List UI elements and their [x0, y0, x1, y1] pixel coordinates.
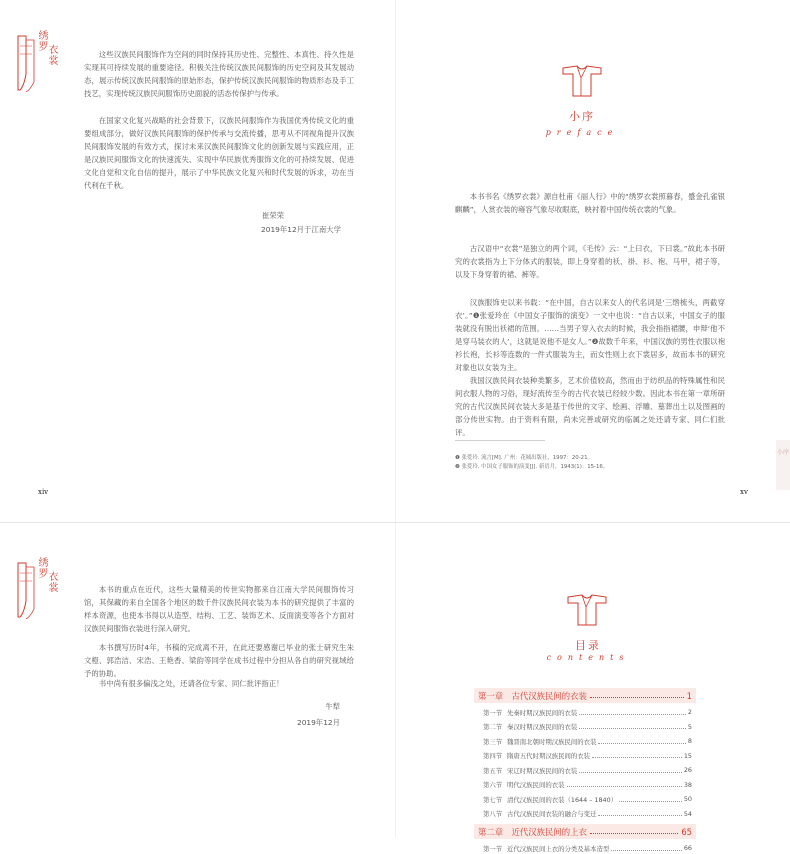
toc-page-number: 54 — [683, 809, 692, 818]
toc-section-entry[interactable] — [483, 842, 692, 854]
preface-author: 牛犁 — [325, 702, 340, 711]
toc-page-number: 15 — [683, 751, 692, 760]
body-paragraph: 我国汉族民间衣装种类繁多，艺术价值较高，然而由于纺织品的特殊属性和民间衣服人物的习俗，现好流传至今的古代衣装已经较少数。因此本书在第一章所研究的古代汉族民间衣装大多是基于传世的文字、绘画、浮雕、墓葬出土以及图画的部分传世实物。由于资料有限，尚未完善或研究的临属之处还请专家、同仁们批评。 — [455, 376, 725, 437]
body-paragraph: 本书撰写历时4年，书稿的完成离不开，在此还要感谢已毕业的张士研究生朱文橙、郭浩洁、宋浩、王艳香、梁韵等同学在成书过程中分担从各自的研究视域给予的协助。 — [84, 643, 354, 678]
toc-page-number: 65 — [681, 826, 692, 837]
toc-leader — [579, 714, 686, 715]
toc-section-title: 近代汉族民间上衣的分类及基本造型 — [507, 844, 610, 853]
toc-section-number: 第七节 — [483, 795, 503, 804]
seal-text: 衣裳 — [46, 571, 57, 593]
toc-leader — [592, 757, 682, 758]
section-heading-en: preface — [545, 128, 619, 137]
body-paragraph: 这些汉族民间服饰作为空间的同时保持其历史性、完整性、本真性、持久性是实现其可持续发展的重要途径。积极关注传统汉族民间服饰的历史空间及其发展动态，展示传统汉族民间服饰的原始形态，保护传统汉族民间服饰的物质形态及手工技艺，实现传统汉族民间服饰历史面貌的活态传保护与传承。 — [84, 50, 354, 98]
toc-leader — [619, 801, 682, 802]
page-number-right: xv — [740, 488, 748, 496]
toc-leader — [579, 728, 686, 729]
book-gutter — [395, 523, 396, 837]
toc-section-number: 第六节 — [483, 781, 503, 789]
preface-date: 2019年12月于江南大学 — [261, 225, 341, 234]
section-heading: 小序 — [569, 110, 595, 123]
page-number-left: xiv — [38, 488, 49, 496]
toc-section-title: 宋辽时期汉族民间的衣装 — [507, 766, 578, 775]
toc-leader — [611, 850, 682, 851]
toc-section-entry[interactable] — [483, 706, 692, 718]
toc-section-number: 第五节 — [483, 766, 503, 775]
toc-leader — [598, 815, 681, 816]
body-paragraph: 汉族服饰史以来书载：“在中国，自古以来女人的代名词是‘三绺梳头，两截穿衣’。”❶张爱玲在《中国女子服饰的演变》一文中也说：“自古以来，中国女子的服装就没有脱出袄裙的范围。……当男子穿入衣去的时候，我会指指裙腰，申辩‘他不是穿马装衣的人’，这就是说他不是女人。”❷故数千年来，中国汉族的男性衣服以袍衫长袍，长衫等连数的一件式服装为主，而女性则上衣下裳居多，故而本书的研究对象也以女装为主。 — [455, 298, 725, 372]
toc-section-title: 魏晋南北朝时期汉族民间的衣装 — [507, 737, 597, 746]
book-seal-logo — [14, 30, 57, 92]
toc-chapter-title: 第二章 近代汉族民间的上衣 — [478, 826, 587, 837]
toc-section-title: 先秦时期汉族民间的衣装 — [507, 708, 578, 717]
toc-section-number: 第八节 — [483, 810, 503, 818]
toc-chapter-title: 第一章 古代汉族民间的衣装 — [478, 690, 587, 701]
footnote-rule — [455, 440, 545, 441]
toc-section-number: 第三节 — [483, 737, 503, 746]
body-paragraph: 古汉语中“衣裳”是独立的两个词，《毛传》云：“上曰衣，下曰裳。”故此本书研究的衣裳指为上下分体式的服装，即上身穿着的袄、褂、衫、袍、马甲，裙子等，以及下身穿着的裙、裤等。 — [455, 244, 725, 279]
jacket-outline-icon — [566, 593, 608, 627]
toc-section-number: 第四节 — [483, 752, 503, 760]
toc-page-number: 38 — [683, 780, 692, 789]
seal-text: 衣裳 — [46, 44, 57, 66]
toc-page-number: 8 — [687, 737, 692, 745]
toc-leader — [598, 743, 685, 744]
toc-section-entry[interactable] — [483, 764, 692, 776]
toc-leader — [567, 786, 682, 787]
toc-leader — [579, 772, 682, 773]
seal-text: 绣罗 — [36, 30, 47, 52]
jacket-outline-icon — [561, 64, 603, 98]
toc-section-title: 古代汉族民间衣装的融合与变迁 — [507, 810, 597, 818]
body-paragraph: 书中尚有很多偏浅之处，还请各位专家、同仁批评指正！ — [98, 679, 284, 688]
side-tab: 小序 — [776, 440, 790, 490]
toc-section-entry[interactable] — [483, 750, 692, 762]
body-paragraph: 在国家文化复兴战略的社会背景下，汉族民间服饰作为我国优秀传统文化的重要组成部分，做好汉族民间服饰的保护传承与交流传播，思考从不同视角提升汉族民间服饰发展的有效方式，探讨未来汉族民间服饰文化的创新发展与实践应用，正是汉族民间服饰文化的快速流失、实现中华民族优秀服饰文化的可持续发展、促进文化自觉和文化自信的提升，展示了中华民族文化复兴和时代发展的诉求，功在当代利在千秋。 — [84, 116, 354, 190]
toc-section-title: 秦汉时期汉族民间的衣装 — [507, 723, 578, 731]
seal-text: 绣罗 — [36, 557, 47, 579]
toc-section-entry[interactable] — [483, 793, 692, 805]
toc-page-number: 2 — [687, 708, 692, 716]
toc-leader — [590, 833, 678, 834]
contents-heading-en: contents — [546, 653, 630, 662]
preface-date: 2019年12月 — [297, 718, 340, 727]
preface-author: 崔荣荣 — [261, 211, 284, 220]
page-spread-contents — [0, 523, 790, 853]
footnote: ❷ 张爱玲. 中国女子服饰的演变[J]. 新语月，1943(1)：15-16。 — [455, 464, 609, 470]
toc-page-number: 26 — [683, 766, 692, 774]
toc-section-entry[interactable] — [483, 808, 692, 820]
book-seal-logo — [14, 557, 57, 619]
garment-seal-icon — [16, 34, 38, 92]
toc-page-number: 50 — [683, 795, 692, 803]
toc-section-entry[interactable] — [483, 721, 692, 733]
toc-section-title: 隋唐五代时期汉族民间的衣装 — [507, 752, 591, 760]
toc-section-number: 第一节 — [483, 844, 503, 853]
toc-page-number: 66 — [683, 844, 692, 852]
contents-heading: 目录 — [575, 639, 601, 652]
toc-section-number: 第二节 — [483, 723, 503, 731]
toc-leader — [590, 697, 684, 698]
garment-seal-icon — [16, 561, 38, 619]
toc-section-number: 第一节 — [483, 708, 503, 717]
toc-section-entry[interactable] — [483, 735, 692, 747]
toc-section-entry[interactable] — [483, 779, 692, 791]
toc-page-number: 5 — [687, 722, 692, 731]
toc-section-title: 清代汉族民间的衣装（1644 – 1840） — [507, 795, 618, 804]
body-paragraph: 本书的重点在近代，这些大量精美的传世实物都来自江南大学民间服饰传习馆，其保藏的来自全国各个地区的数千件汉族民间衣装为本书的研究提供了丰富的样本资源，也使本书得以从造型、结构、工艺、装饰艺术、反面演变等各个方面对汉族民间服饰衣装进行深入研究。 — [84, 585, 354, 633]
body-paragraph: 本书书名《绣罗衣裳》源自杜甫《丽人行》中的“绣罗衣裳照暮春，蹙金孔雀银麒麟”，人赏衣装的雍容气象尽收眼底，映衬着中国传统衣裳的气象。 — [455, 192, 725, 214]
footnote: ❶ 张爱玲. 流言[M]. 广州：花城出版社，1997：20-21。 — [455, 455, 593, 461]
book-gutter — [395, 0, 396, 522]
toc-page-number: 1 — [686, 690, 692, 701]
toc-section-title: 明代汉族民间的衣装 — [507, 781, 565, 789]
toc-chapter-entry[interactable] — [478, 688, 692, 703]
